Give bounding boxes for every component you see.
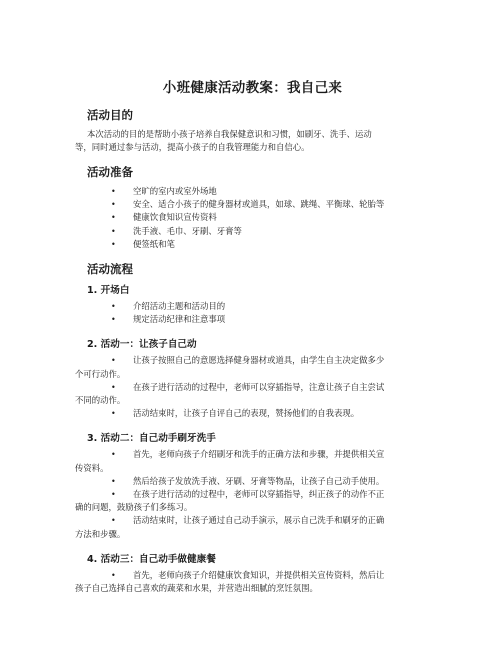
list-item xyxy=(75,514,430,540)
heading-flow: 活动流程 xyxy=(87,262,133,277)
goal-line-1: 本次活动的目的是帮助小孩子培养自我保健意识和习惯，如刷牙、洗手、运动 xyxy=(87,129,372,139)
list-item: • 空旷的室内或室外场地 xyxy=(75,185,430,198)
list-item-line: • 首先，老师向孩子介绍刷牙和洗手的正确方法和步骤，并提供相关宣 xyxy=(133,449,385,460)
list-item xyxy=(75,354,430,380)
goal-paragraph xyxy=(75,128,430,154)
list-item xyxy=(75,448,430,474)
list-item: • 介绍活动主题和活动目的 xyxy=(75,300,430,313)
list-item-line: • 在孩子进行活动的过程中，老师可以穿插指导，注意让孩子自主尝试 xyxy=(133,381,385,392)
section-title: 1. 开场白 xyxy=(87,285,130,297)
section-title: 4. 活动三：自己动手做健康餐 xyxy=(87,553,216,565)
activity-1-list xyxy=(75,354,430,420)
list-item xyxy=(75,488,430,514)
heading-goal: 活动目的 xyxy=(87,108,133,122)
list-item-line: 传资料。 xyxy=(75,462,109,473)
list-item xyxy=(75,475,430,488)
list-item-line: • 活动结束时，让孩子通过自己动手演示，展示自己洗手和刷牙的正确 xyxy=(133,515,385,526)
document-title: 小班健康活动教案：我自己来 xyxy=(162,80,343,96)
activity-2-list xyxy=(75,448,430,540)
section-opening xyxy=(75,282,430,326)
section-title: 3. 活动二：自己动手刷牙洗手 xyxy=(87,433,216,445)
list-item: • 洗手液、毛巾、牙刷、牙膏等 xyxy=(75,225,430,238)
list-item-line: • 在孩子进行活动的过程中，老师可以穿插指导，纠正孩子的动作不正 xyxy=(133,489,385,500)
list-item-line: 不同的动作。 xyxy=(75,395,126,406)
list-item: • 便签纸和笔 xyxy=(75,238,430,251)
list-item-line: 个可行动作。 xyxy=(75,368,126,379)
list-item-line: • 首先，老师向孩子介绍健康饮食知识，并提供相关宣传资料，然后让 xyxy=(133,569,385,580)
list-item xyxy=(75,569,430,595)
list-item xyxy=(75,381,430,407)
list-item-line: 孩子自己选择自己喜欢的蔬菜和水果，并营造出细腻的烹饪氛围。 xyxy=(75,583,318,594)
list-item-line: 方法和步骤。 xyxy=(75,528,126,539)
goal-line-2: 等，同时通过参与活动，提高小孩子的自我管理能力和自信心。 xyxy=(75,142,310,152)
section-activity-3 xyxy=(75,551,430,595)
section-title: 2. 活动一：让孩子自己动 xyxy=(87,339,197,351)
list-item-line: 确的问题，鼓励孩子们多练习。 xyxy=(75,502,193,513)
prep-list xyxy=(75,185,430,251)
list-item-line: • 活动结束时，让孩子自评自己的表现，赞扬他们的自我表现。 xyxy=(133,408,360,419)
list-item: • 健康饮食知识宣传资料 xyxy=(75,211,430,224)
activity-3-list xyxy=(75,569,430,595)
section-activity-1 xyxy=(75,336,430,420)
section-activity-2 xyxy=(75,430,430,540)
heading-prep: 活动准备 xyxy=(87,165,133,179)
list-item: • 安全、适合小孩子的健身器材或道具，如球、跳绳、平衡球、轮胎等 xyxy=(75,198,430,211)
list-item xyxy=(75,407,430,420)
list-item-line: • 然后给孩子发放洗手液、牙刷、牙膏等物品，让孩子自己动手使用。 xyxy=(133,475,385,486)
list-item: • 规定活动纪律和注意事项 xyxy=(75,313,430,326)
opening-list xyxy=(75,300,430,326)
list-item-line: • 让孩子按照自己的意愿选择健身器材或道具，由学生自主决定做多少 xyxy=(133,355,385,366)
